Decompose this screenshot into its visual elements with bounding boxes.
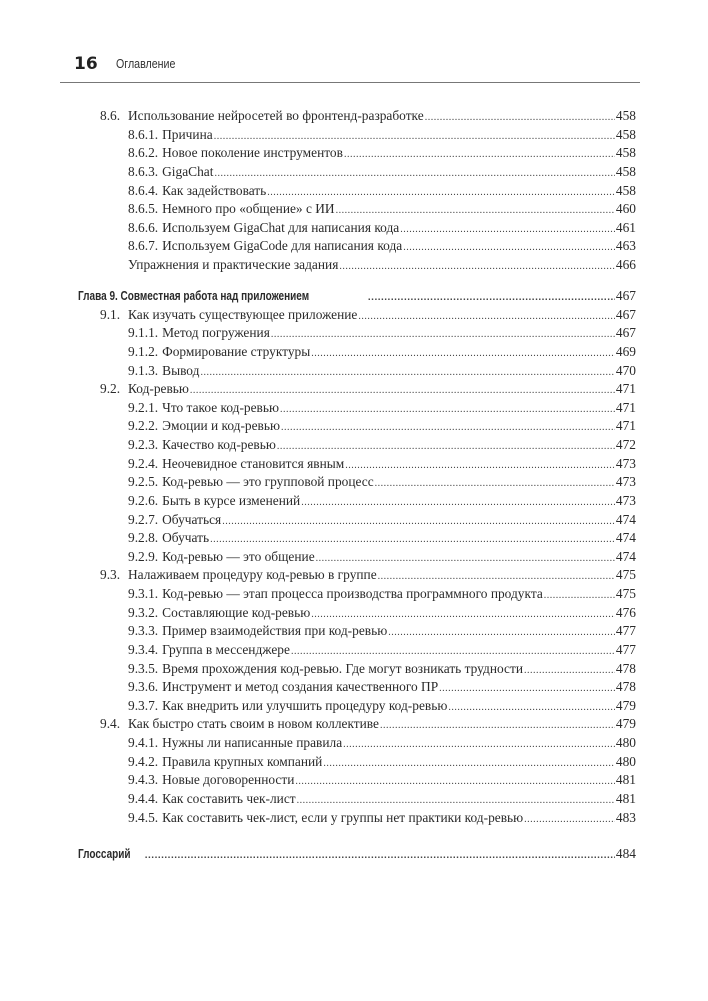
toc-entry-number: 8.6.2. bbox=[128, 145, 159, 161]
toc-entry-title: GigaChat bbox=[162, 163, 214, 179]
toc-entry-title: Обучаться bbox=[162, 511, 222, 527]
toc-entry-label bbox=[128, 548, 315, 567]
toc-entry-number: 9.2.1. bbox=[128, 399, 159, 415]
toc-entry-label bbox=[128, 144, 343, 163]
toc-entry-title: Новые договоренности bbox=[162, 772, 295, 788]
toc-entry-title: Формирование структуры bbox=[162, 343, 311, 359]
toc-subsection[interactable] bbox=[0, 548, 636, 567]
toc-entry-page: 478 bbox=[615, 660, 636, 676]
toc-entry-label bbox=[128, 641, 290, 660]
toc-entry-number: 8.6.5. bbox=[128, 201, 159, 217]
toc-entry-title: Группа в мессенджере bbox=[162, 641, 290, 657]
toc-subsection[interactable] bbox=[0, 182, 636, 201]
toc-subsection[interactable] bbox=[0, 641, 636, 660]
toc-entry-number: 9.2.5. bbox=[128, 474, 159, 490]
toc-entry-label bbox=[128, 492, 300, 511]
toc-entry-page: 484 bbox=[615, 846, 636, 862]
toc-entry-title: Причина bbox=[162, 126, 213, 142]
toc-entry-label bbox=[100, 306, 357, 325]
toc-entry-number: 9.3.5. bbox=[128, 660, 159, 676]
toc-entry-title: Как задействовать bbox=[162, 182, 267, 198]
toc-entry-number: 9.4.4. bbox=[128, 790, 159, 806]
toc-entry-title: Глоссарий bbox=[78, 847, 131, 862]
toc-entry-number: 9.2.8. bbox=[128, 530, 159, 546]
toc-entry-label bbox=[128, 219, 399, 238]
toc-subsection[interactable] bbox=[0, 399, 636, 418]
toc-entry-page: 474 bbox=[615, 511, 636, 527]
toc-entry-page: 467 bbox=[615, 306, 636, 322]
toc-entry-page: 481 bbox=[615, 790, 636, 806]
toc-entry-number: 9.3.7. bbox=[128, 697, 159, 713]
toc-entry-label bbox=[128, 324, 270, 343]
toc-entry-label bbox=[128, 660, 523, 679]
toc-subsection[interactable] bbox=[0, 697, 636, 716]
toc-entry-number: 9.2. bbox=[100, 381, 121, 397]
toc-entry-title: Как изучать существующее приложение bbox=[128, 306, 358, 322]
toc-entry-number: 9.3. bbox=[100, 567, 121, 583]
toc-entry-label bbox=[128, 622, 387, 641]
toc-entry-number: 9.3.2. bbox=[128, 604, 159, 620]
spacer bbox=[0, 827, 708, 845]
toc-entry-page: 463 bbox=[615, 238, 636, 254]
toc-subsection[interactable] bbox=[0, 790, 636, 809]
toc-entry-title: Новое поколение инструментов bbox=[162, 145, 343, 161]
toc-entry-page: 477 bbox=[615, 623, 636, 639]
toc-subsection[interactable] bbox=[0, 529, 636, 548]
toc-entry-page: 481 bbox=[615, 772, 636, 788]
toc-entry-number: 9.4.3. bbox=[128, 772, 159, 788]
toc-entry-number: 8.6. bbox=[100, 108, 121, 123]
toc-entry-page: 460 bbox=[615, 201, 636, 217]
toc-entry-label bbox=[128, 343, 310, 362]
toc-entry-label bbox=[128, 436, 276, 455]
toc-entry-page: 458 bbox=[615, 182, 636, 198]
table-of-contents bbox=[0, 107, 708, 864]
toc-entry-title: Инструмент и метод создания качественного ПР bbox=[162, 679, 439, 695]
toc-glossary[interactable] bbox=[0, 845, 636, 864]
toc-entry-label bbox=[128, 511, 221, 530]
toc-entry-number: 9.3.3. bbox=[128, 623, 159, 639]
toc-entry-page: 477 bbox=[615, 641, 636, 657]
toc-entry-label bbox=[128, 529, 209, 548]
toc-entry-title: Качество код-ревью bbox=[162, 437, 276, 453]
toc-section[interactable] bbox=[0, 107, 636, 126]
toc-entry-label bbox=[100, 107, 424, 126]
toc-entry-page: 466 bbox=[615, 257, 636, 272]
toc-entry-page: 473 bbox=[615, 455, 636, 471]
toc-entry-label bbox=[128, 753, 322, 772]
toc-entry-page: 458 bbox=[615, 108, 636, 123]
toc-section[interactable] bbox=[0, 380, 636, 399]
toc-entry-title: Как быстро стать своим в новом коллективе bbox=[128, 716, 379, 732]
toc-entry-number: 9.4.1. bbox=[128, 735, 159, 751]
toc-entry-title: Неочевидное становится явным bbox=[162, 455, 345, 471]
toc-subsection[interactable] bbox=[0, 436, 636, 455]
toc-entry-title: Код-ревью — этап процесса производства программного продукта bbox=[162, 586, 543, 602]
toc-entry-number: 9.2.4. bbox=[128, 455, 159, 471]
toc-entry-page: 476 bbox=[615, 604, 636, 620]
toc-entry-label bbox=[128, 734, 342, 753]
toc-subsection[interactable] bbox=[0, 622, 636, 641]
toc-entry-page: 483 bbox=[615, 809, 636, 825]
toc-subsection[interactable] bbox=[0, 511, 636, 530]
toc-subsection[interactable] bbox=[0, 734, 636, 753]
toc-entry-number: 9.1.2. bbox=[128, 343, 159, 359]
toc-exercises[interactable] bbox=[0, 256, 636, 275]
toc-entry-number: 9.2.7. bbox=[128, 511, 159, 527]
toc-entry-title: Составляющие код-ревью bbox=[162, 604, 311, 620]
toc-entry-label bbox=[128, 163, 213, 182]
toc-entry-title: Глава 9. Совместная работа над приложением bbox=[78, 289, 310, 304]
toc-entry-title: Что такое код-ревью bbox=[162, 399, 279, 415]
toc-subsection[interactable] bbox=[0, 417, 636, 436]
toc-entry-page: 478 bbox=[615, 679, 636, 695]
toc-entry-title: Быть в курсе изменений bbox=[162, 492, 301, 508]
toc-subsection[interactable] bbox=[0, 144, 636, 163]
toc-entry-page: 473 bbox=[615, 492, 636, 508]
toc-subsection[interactable] bbox=[0, 126, 636, 145]
toc-section[interactable] bbox=[0, 306, 636, 325]
toc-entry-number: 9.1.1. bbox=[128, 325, 159, 341]
toc-entry-label bbox=[128, 200, 335, 219]
toc-entry-number: 9.3.1. bbox=[128, 586, 159, 602]
toc-section[interactable] bbox=[0, 566, 636, 585]
toc-entry-label bbox=[128, 455, 344, 474]
toc-entry-page: 467 bbox=[615, 288, 636, 304]
toc-subsection[interactable] bbox=[0, 163, 636, 182]
toc-chapter[interactable] bbox=[0, 287, 636, 306]
toc-subsection[interactable] bbox=[0, 237, 636, 256]
toc-subsection[interactable] bbox=[0, 343, 636, 362]
toc-entry-number: 8.6.7. bbox=[128, 238, 159, 254]
toc-entry-label bbox=[128, 237, 402, 256]
toc-entry-page: 480 bbox=[615, 735, 636, 751]
toc-entry-number: 8.6.4. bbox=[128, 182, 159, 198]
toc-entry-label bbox=[128, 697, 447, 716]
toc-subsection[interactable] bbox=[0, 678, 636, 697]
toc-entry-page: 475 bbox=[615, 567, 636, 583]
toc-entry-label bbox=[128, 417, 280, 436]
toc-entry-page: 458 bbox=[615, 163, 636, 179]
toc-subsection[interactable] bbox=[0, 200, 636, 219]
toc-subsection[interactable] bbox=[0, 455, 636, 474]
toc-entry-title: Как составить чек-лист, если у группы нет практики код-ревью bbox=[162, 809, 524, 825]
toc-entry-page: 475 bbox=[615, 586, 636, 602]
toc-subsection[interactable] bbox=[0, 604, 636, 623]
toc-entry-title: Упражнения и практические задания bbox=[128, 257, 339, 272]
toc-entry-number: 9.1.3. bbox=[128, 362, 159, 378]
toc-entry-title: Код-ревью — это групповой процесс bbox=[162, 474, 374, 490]
toc-entry-number: 8.6.3. bbox=[128, 163, 159, 179]
toc-entry-page: 474 bbox=[615, 530, 636, 546]
toc-entry-title: Использование нейросетей во фронтенд-разработке bbox=[128, 108, 424, 123]
toc-entry-page: 479 bbox=[615, 697, 636, 713]
toc-entry-page: 458 bbox=[615, 126, 636, 142]
toc-entry-page: 471 bbox=[615, 418, 636, 434]
page-number: 16 bbox=[74, 54, 98, 74]
toc-entry-title: Код-ревью — это общение bbox=[162, 548, 315, 564]
toc-entry-number: 9.3.6. bbox=[128, 679, 159, 695]
toc-entry-title: Используем GigaCode для написания кода bbox=[162, 238, 403, 254]
toc-entry-page: 469 bbox=[615, 343, 636, 359]
toc-entry-page: 473 bbox=[615, 474, 636, 490]
toc-entry-label bbox=[128, 771, 294, 790]
toc-subsection[interactable] bbox=[0, 492, 636, 511]
toc-entry-label bbox=[78, 845, 131, 864]
toc-subsection[interactable] bbox=[0, 219, 636, 238]
toc-entry-label bbox=[78, 287, 309, 306]
toc-entry-title: Используем GigaChat для написания кода bbox=[162, 219, 400, 235]
toc-entry-title: Налаживаем процедуру код-ревью в группе bbox=[128, 567, 377, 583]
toc-entry-label bbox=[128, 256, 338, 275]
toc-entry-number: 9.4.2. bbox=[128, 753, 159, 769]
toc-entry-title: Метод погружения bbox=[162, 325, 270, 341]
toc-entry-title: Вывод bbox=[162, 362, 200, 378]
toc-entry-label bbox=[100, 715, 379, 734]
toc-subsection[interactable] bbox=[0, 585, 636, 604]
toc-entry-number: 9.3.4. bbox=[128, 641, 159, 657]
toc-entry-label bbox=[128, 585, 543, 604]
toc-entry-number: 9.2.2. bbox=[128, 418, 159, 434]
toc-entry-title: Как внедрить или улучшить процедуру код-ревью bbox=[162, 697, 448, 713]
toc-entry-page: 474 bbox=[615, 548, 636, 564]
toc-entry-page: 470 bbox=[615, 362, 636, 378]
toc-entry-number: 9.1. bbox=[100, 306, 121, 322]
toc-subsection[interactable] bbox=[0, 660, 636, 679]
toc-entry-page: 467 bbox=[615, 325, 636, 341]
toc-entry-title: Немного про «общение» с ИИ bbox=[162, 201, 335, 217]
toc-entry-page: 471 bbox=[615, 381, 636, 397]
toc-entry-title: Пример взаимодействия при код-ревью bbox=[162, 623, 388, 639]
toc-entry-title: Нужны ли написанные правила bbox=[162, 735, 343, 751]
toc-entry-page: 471 bbox=[615, 399, 636, 415]
toc-subsection[interactable] bbox=[0, 753, 636, 772]
toc-subsection[interactable] bbox=[0, 473, 636, 492]
toc-entry-label bbox=[128, 678, 438, 697]
toc-subsection[interactable] bbox=[0, 324, 636, 343]
toc-entry-label bbox=[128, 790, 296, 809]
toc-entry-label bbox=[100, 380, 189, 399]
running-header bbox=[60, 50, 640, 83]
toc-entry-page: 480 bbox=[615, 753, 636, 769]
toc-entry-number: 9.4.5. bbox=[128, 809, 159, 825]
toc-entry-page: 461 bbox=[615, 219, 636, 235]
toc-entry-page: 479 bbox=[615, 716, 636, 732]
toc-entry-number: 9.2.3. bbox=[128, 437, 159, 453]
toc-entry-label bbox=[128, 809, 523, 828]
toc-section[interactable] bbox=[0, 715, 636, 734]
running-header-title: Оглавление bbox=[116, 56, 176, 71]
toc-entry-title: Эмоции и код-ревью bbox=[162, 418, 280, 434]
toc-entry-label bbox=[128, 362, 199, 381]
toc-entry-label bbox=[128, 126, 213, 145]
toc-entry-number: 9.4. bbox=[100, 716, 121, 732]
toc-entry-label bbox=[128, 399, 279, 418]
toc-entry-page: 458 bbox=[615, 145, 636, 161]
toc-entry-number: 9.2.9. bbox=[128, 548, 159, 564]
dot-leader bbox=[524, 811, 615, 830]
toc-entry-number: 9.2.6. bbox=[128, 492, 159, 508]
toc-entry-title: Правила крупных компаний bbox=[162, 753, 323, 769]
toc-entry-label bbox=[128, 604, 310, 623]
toc-entry-number: 8.6.6. bbox=[128, 219, 159, 235]
toc-subsection[interactable] bbox=[0, 362, 636, 381]
toc-subsection[interactable] bbox=[0, 771, 636, 790]
toc-entry-label bbox=[128, 473, 374, 492]
toc-entry-page: 472 bbox=[615, 437, 636, 453]
toc-entry-title: Как составить чек-лист bbox=[162, 790, 296, 806]
toc-entry-title: Код-ревью bbox=[128, 381, 189, 397]
toc-entry-title: Обучать bbox=[162, 530, 210, 546]
toc-entry-title: Время прохождения код-ревью. Где могут возникать трудности bbox=[162, 660, 523, 676]
toc-entry-label bbox=[100, 566, 377, 585]
toc-entry-label bbox=[128, 182, 266, 201]
toc-subsection[interactable] bbox=[0, 809, 636, 828]
toc-entry-number: 8.6.1. bbox=[128, 126, 159, 142]
dot-leader bbox=[145, 847, 615, 866]
dot-leader bbox=[339, 258, 615, 277]
